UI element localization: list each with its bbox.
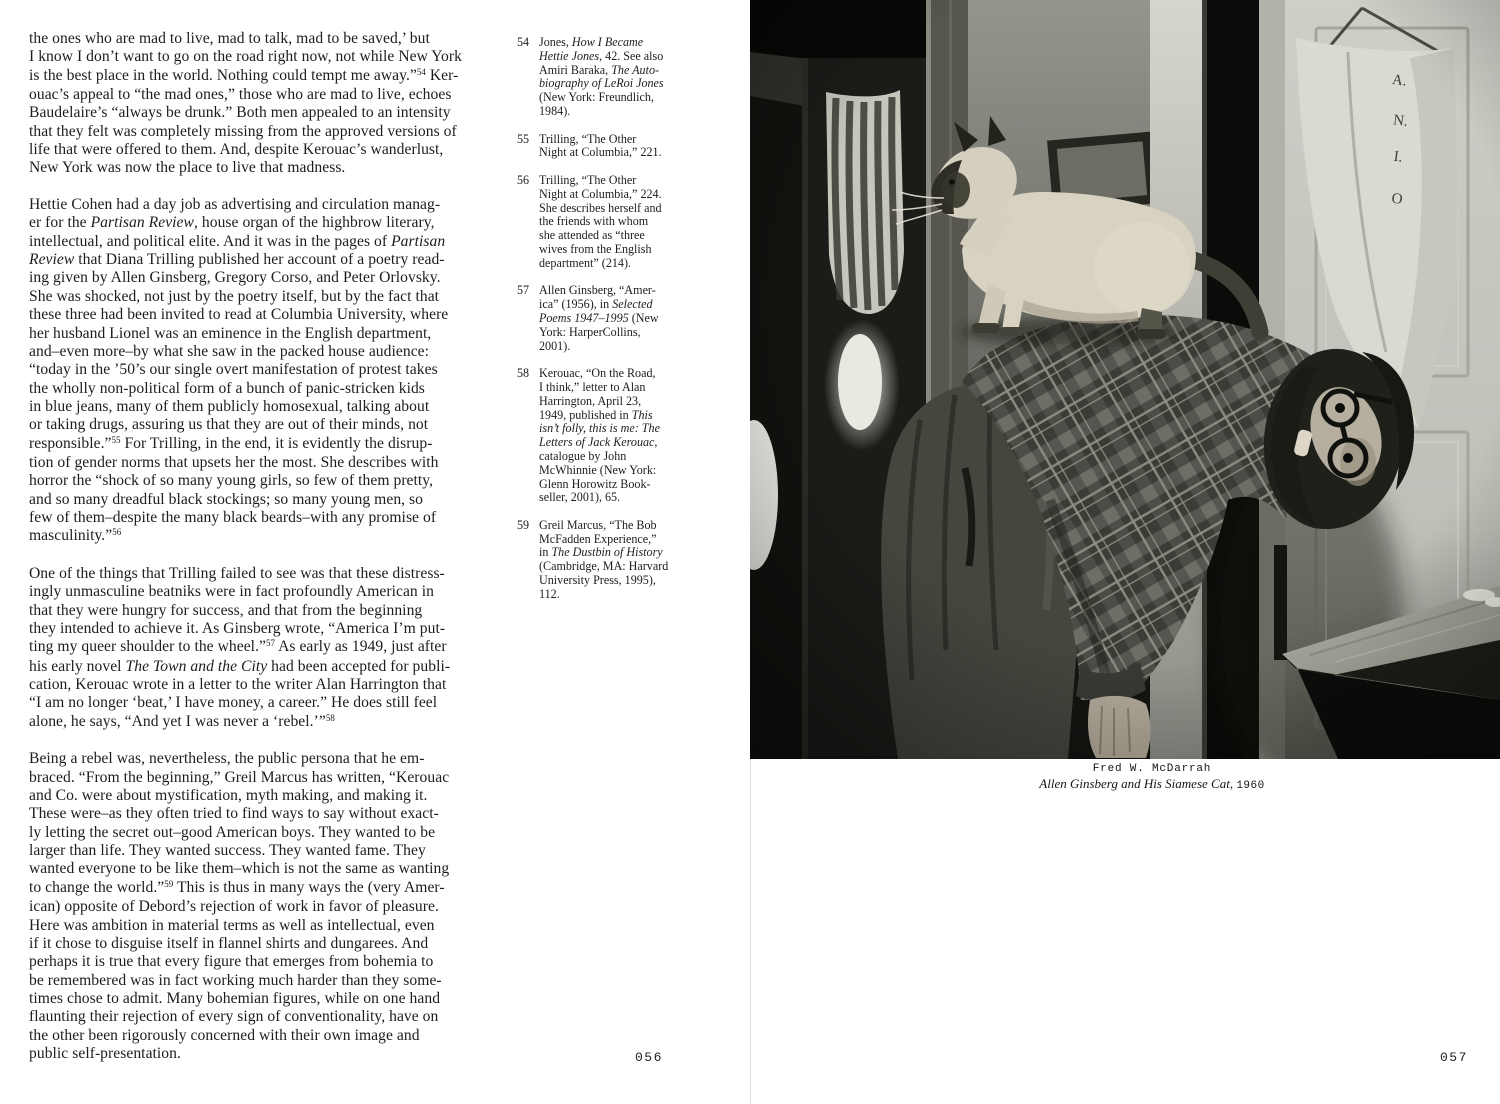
photo-caption (802, 763, 1500, 792)
footnote-59 (517, 519, 675, 602)
photo-allen-ginsberg-and-siamese-cat (750, 0, 1500, 759)
paragraph: Being a rebel was, nevertheless, the public persona that he em- braced. “From the beginning,” Greil Marcus has written, “Kerouac and Co. were about mystification, myth making, and making it. These were–as they often tried to find ways to say without exact- ly letting the secret out–good American boys. They wanted to be larger than life. They wanted success. They wanted fame. They wanted everyone to be like them–which is not the same as wanting to change the world.”$^{59}$ This is thus in many ways the (very Amer- ican) opposite of Debord’s rejection of work in favor of pleasure. Here was ambition in material terms as well as intellectual, even if it chose to disguise itself in flannel shirts and dungarees. And perhaps it is true that every figure that emerges from bohemia to be remembered was in fact working much harder than they some- times chose to admit. Many bohemian figures, while on one hand flaunting their rejection of every sign of conventionality, have on the other been rigorously concerned with their own image and public self-presentation. (29, 750, 450, 1062)
footnote-number: 54 (517, 35, 530, 49)
footnote-text: Kerouac, “On the Road, I think,” letter to Alan Harrington, April 23, 1949, published in This isn’t folly, this is me: The Letters of Jack Kerouac, catalogue by John McWhinnie (New York: Glenn Horowitz Book- seller, 2001), 65. (539, 366, 660, 505)
footnote-text: Trilling, “The Other Night at Columbia,” 224. She describes herself and the friends with whom she attended as “three wives from the English department” (214). (539, 172, 662, 270)
paragraph: One of the things that Trilling failed to see was that these distress- ingly unmasculine beatniks were in fact profoundly American in that they were hungry for success, and that from the beginning they intended to achieve it. As Ginsberg wrote, “America I’m put- ting my queer shoulder to the wheel.”$^{57}$ As early as 1949, just after his early novel The Town and the City had been accepted for publi- cation, Kerouac wrote in a letter to the writer Alan Harrington that “I am no longer ‘beat,’ I have money, a career.” He does still feel alone, he says, “And yet I was never a ‘rebel.’”$^{58}$ (29, 564, 451, 730)
footnote-54 (517, 36, 675, 119)
footnote-57 (517, 284, 675, 353)
footnote-55 (517, 133, 675, 161)
footnote-text: Allen Ginsberg, “Amer- ica” (1956), in Selected Poems 1947–1995 (New York: HarperCollins, 2001). (539, 283, 659, 353)
photo-credit: Fred W. McDarrah (1092, 763, 1212, 775)
footnote-56 (517, 174, 675, 271)
footnote-number: 57 (517, 283, 530, 298)
vignette (750, 0, 1500, 759)
gutter-rule (750, 759, 751, 1104)
page-number-left: 056 (635, 1050, 663, 1065)
footnote-text: Jones, How I Became Hettie Jones, 42. See also Amiri Baraka, The Auto- biography of LeRoi Jones (New York: Freundlich, 1984). (539, 35, 664, 118)
photo-year: 1960 (1236, 780, 1265, 792)
footnote-text: Trilling, “The Other Night at Columbia,” 221. (539, 131, 662, 160)
paragraph: Hettie Cohen had a day job as advertising and circulation manag- er for the Partisan Review, house organ of the highbrow literary, intellectual, and political elite. And it was in the pages of Partisan Review that Diana Trilling published her account of a poetry read- ing given by Allen Ginsberg, Gregory Corso, and Peter Orlovsky. She was shocked, not just by the poetry itself, but by the fact that these three had been invited to read at Columbia University, where her husband Lionel was an eminence in the English department, and–even more–by what she saw in the packed house audience: “today in the ’50’s our single overt manifestation of protest takes the wholly non-political form of a bunch of panic-stricken kids in blue jeans, many of them publicly homosexual, talking about or taking drugs, assuring us that they are out of their minds, not responsible.”$^{55}$ For Trilling, in the end, it is evidently the disrup- tion of gender norms that upsets her the most. She describes with horror the “shock of so many young girls, so few of them pretty, and so many dreadful black stockings; so many young men, so few of them–despite the many black beards–with any promise of masculinity.”$^{56}$ (29, 196, 449, 545)
photo-title-italic: Allen Ginsberg and His Siamese Cat, (1039, 776, 1234, 791)
footnote-number: 58 (517, 366, 530, 381)
footnote-number: 56 (517, 172, 530, 187)
footnote-text: Greil Marcus, “The Bob McFadden Experience,” in The Dustbin of History (Cambridge, MA: Harvard University Press, 1995), 112. (539, 517, 669, 601)
paragraph: the ones who are mad to live, mad to talk, mad to be saved,’ but I know I don’t want to go on the road right now, not while New York is the best place in the world. Nothing could tempt me away.”$^{54}$ Ker- ouac’s appeal to “the mad ones,” those who are mad to live, echoes Baudelaire’s “always be drunk.” Both men appealed to an intensity that they felt was completely missing from the approved versions of life that were offered to them. And, despite Kerouac’s wanderlust, New York was now the place to live that madness. (29, 30, 462, 177)
footnotes-column (517, 36, 675, 615)
photo-title (802, 776, 1500, 792)
footnote-number: 55 (517, 131, 530, 146)
page-number-right: 057 (1440, 1050, 1468, 1065)
footnote-number: 59 (517, 517, 530, 532)
footnote-58 (517, 367, 675, 505)
body-text-column (29, 30, 512, 1082)
